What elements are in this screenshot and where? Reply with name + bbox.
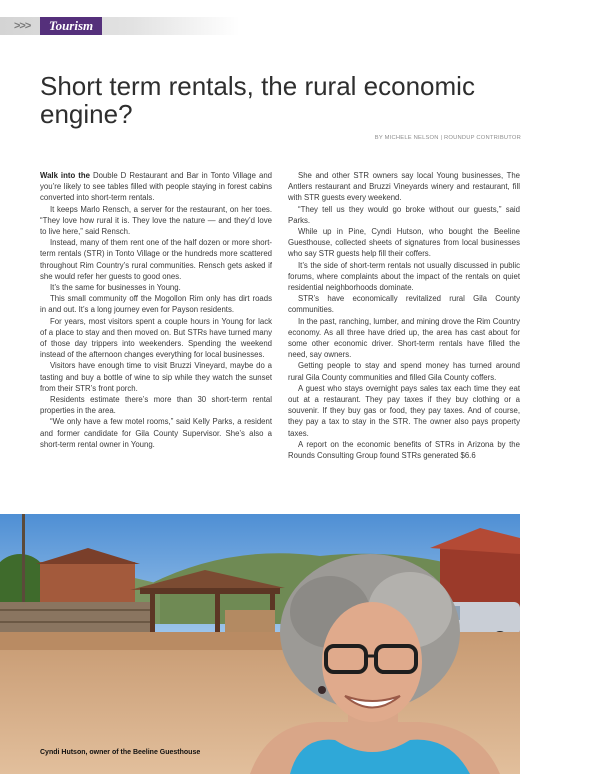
article-photo bbox=[0, 514, 520, 774]
paragraph: Instead, many of them rent one of the half dozen or more short-term rentals (STR) in Tonto Village or the hundreds more scattered throughout Rim Country’s rural communities. Rensch gets asked if she would refer her guests to good ones. bbox=[40, 238, 272, 281]
paragraph: While up in Pine, Cyndi Hutson, who bought the Beeline Guesthouse, collected sheets of signatures from local businesses who say STR guests help fill their coffers. bbox=[288, 227, 520, 259]
paragraph: She and other STR owners say local Young businesses, The Antlers restaurant and Bruzzi Vineyards winery and restaurant, fill with STR guests every weekend. bbox=[288, 171, 520, 203]
paragraph: “They tell us they would go broke without our guests,” said Parks. bbox=[288, 204, 520, 225]
paragraph: Visitors have enough time to visit Bruzzi Vineyard, maybe do a tasting and buy a bottle of wine to sip while they watch the sunset from their STR’s front porch. bbox=[40, 361, 272, 393]
photo-caption: Cyndi Hutson, owner of the Beeline Guesthouse bbox=[40, 749, 201, 756]
article-title: Short term rentals, the rural economic engine? bbox=[40, 71, 475, 129]
paragraph: Walk into the Double D Restaurant and Bar in Tonto Village and you’re likely to see tables filled with people staying in forest cabins converted into short-term rentals. bbox=[40, 171, 272, 203]
left-column bbox=[40, 170, 272, 500]
section-band bbox=[0, 17, 240, 35]
paragraph: For years, most visitors spent a couple hours in Young for lack of a place to stay and then moved on. But STRs have turned many of those day trippers into weekenders. Spending the weekend instead of the afternoon changes everything for local businesses. bbox=[40, 316, 272, 360]
paragraph: It’s the same for businesses in Young. bbox=[50, 283, 181, 293]
paragraph: It keeps Marlo Rensch, a server for the restaurant, on her toes. “They love how rural it is. They love the nature — and they’d love to live here,” said Rensch. bbox=[40, 204, 272, 237]
article-byline: BY MICHELE NELSON | ROUNDUP CONTRIBUTOR bbox=[374, 135, 521, 141]
chevron-right-icon: >>> bbox=[14, 20, 31, 32]
paragraph: STR’s have economically revitalized rural Gila County communities. bbox=[288, 294, 520, 315]
paragraph: In the past, ranching, lumber, and mining drove the Rim Country economy. As all three have dried up, the area has cast about for some other economic driver. Short-term rentals have filled the need, say owners. bbox=[288, 316, 520, 360]
paragraph: It’s the side of short-term rentals not usually discussed in public forums, where complaints about the impact of the rentals on quiet residential neighborhoods dominate. bbox=[288, 260, 520, 293]
paragraph: Getting people to stay and spend money has turned around rural Gila County communities and filled Gila County coffers. bbox=[288, 361, 520, 382]
lead-in: Walk into the bbox=[40, 171, 90, 180]
paragraph: “We only have a few motel rooms,” said Kelly Parks, a resident and former candidate for Gila County Supervisor. She’s also a short-term rental owner in Young. bbox=[40, 417, 272, 449]
paragraph: A report on the economic benefits of STRs in Arizona by the Rounds Consulting Group found STRs generated $6.6 bbox=[288, 439, 520, 461]
right-column bbox=[288, 170, 520, 500]
photo-illustration bbox=[0, 514, 520, 774]
paragraph: A guest who stays overnight pays sales tax each time they eat out at a restaurant. They pay taxes if they buy clothing or a souvenir. If they buy gas or food, they pay taxes. And of course, they pay a tax to stay in the STR. The owner also pays property taxes. bbox=[288, 383, 520, 438]
section-label: Tourism bbox=[40, 17, 102, 35]
paragraph: Residents estimate there’s more than 30 short-term rental properties in the area. bbox=[40, 395, 272, 416]
paragraph: This small community off the Mogollon Rim only has dirt roads in and out. It’s a long journey even for Payson residents. bbox=[40, 294, 272, 315]
